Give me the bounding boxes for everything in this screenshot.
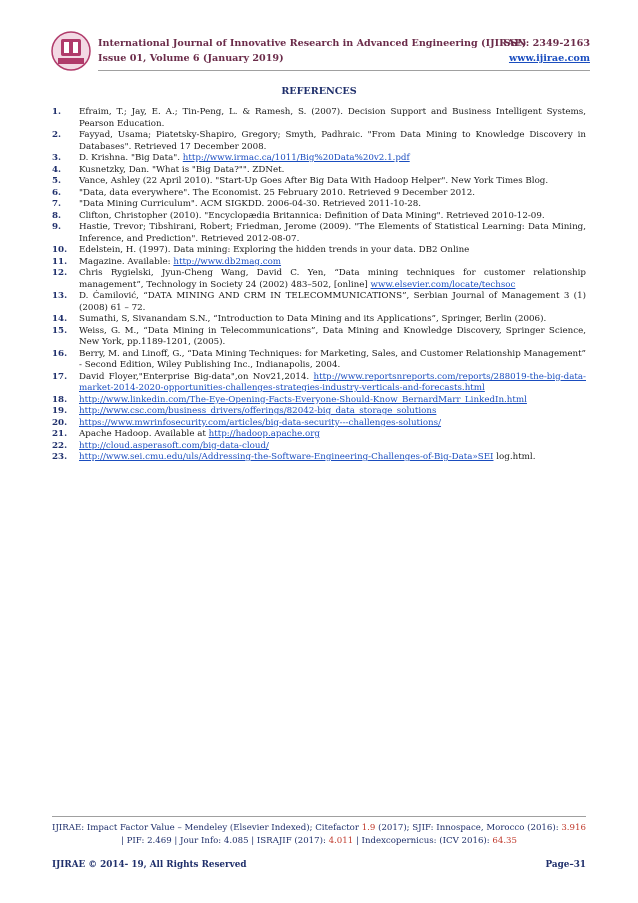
reference-citation: Berry, M. and Linoff, G., “Data Mining Techniques: for Marketing, Sales, and Customer Relationship Management” - Second Edition, Wiley Publishing Inc., Indianapolis, 2004. xyxy=(79,348,586,370)
reference-text xyxy=(79,441,586,453)
reference-link[interactable]: http://hadoop.apache.org xyxy=(208,429,320,439)
reference-text xyxy=(79,153,586,165)
journal-website-link[interactable]: www.ijirae.com xyxy=(508,53,590,64)
reference-citation: Kusnetzky, Dan. "What is "Big Data?"". ZDNet. xyxy=(79,164,285,175)
reference-text xyxy=(79,429,586,441)
index-value: 3.916 xyxy=(561,823,586,833)
reference-citation: "Data Mining Curriculum". ACM SIGKDD. 2006-04-30. Retrieved 2011-10-28. xyxy=(79,199,422,209)
reference-number: 3. xyxy=(52,153,62,163)
reference-citation: Apache Hadoop. Available at xyxy=(79,429,209,439)
reference-item xyxy=(52,268,586,291)
reference-item xyxy=(52,211,586,223)
reference-text xyxy=(79,326,586,349)
reference-item xyxy=(52,441,586,453)
reference-text xyxy=(79,188,586,200)
reference-text xyxy=(79,452,586,464)
reference-link[interactable]: http://www.csc.com/business_drivers/offerings/82042-big_data_storage_solutions xyxy=(79,406,437,416)
reference-number: 14. xyxy=(52,314,68,324)
reference-number: 18. xyxy=(52,394,68,405)
reference-text xyxy=(79,291,586,314)
reference-item xyxy=(52,395,586,407)
reference-link[interactable]: http://www.db2mag.com xyxy=(173,256,282,267)
reference-text xyxy=(79,222,586,245)
reference-citation: D. Krishna. "Big Data". xyxy=(79,153,183,163)
reference-number: 22. xyxy=(52,440,68,451)
reference-number: 19. xyxy=(52,406,68,416)
reference-citation: log.html. xyxy=(493,452,536,462)
reference-item xyxy=(52,107,586,130)
reference-number: 7. xyxy=(52,199,62,209)
index-value: 1.9 xyxy=(361,823,376,833)
reference-number: 8. xyxy=(52,210,62,221)
reference-number: 13. xyxy=(52,291,68,301)
reference-link[interactable]: www.elsevier.com/locate/techsoc xyxy=(370,279,516,290)
reference-number: 12. xyxy=(52,268,68,278)
reference-link[interactable]: http://www.sei.cmu.edu/uls/Addressing-the-Software-Engineering-Challenges-of-Big-Data»SEI xyxy=(79,452,494,462)
reference-citation: Efraim, T.; Jay, E. A.; Tin-Peng, L. & Ramesh, S. (2007). Decision Support and Business Intelligent Systems, Pearson Education. xyxy=(79,107,586,129)
reference-number: 1. xyxy=(52,107,62,117)
reference-text xyxy=(79,165,586,177)
reference-number: 2. xyxy=(52,130,62,140)
journal-issn: ISSN: 2349-2163 xyxy=(499,38,590,49)
reference-item xyxy=(52,245,586,257)
reference-text xyxy=(79,268,586,291)
reference-item xyxy=(52,372,586,395)
reference-item xyxy=(52,326,586,349)
reference-citation: "Data, data everywhere". The Economist. 25 February 2010. Retrieved 9 December 2012. xyxy=(79,187,475,198)
reference-citation: Weiss, G. M., “Data Mining in Telecommunications”, Data Mining and Knowledge Discovery, Springer Science, New York, pp.1189-1201, (2005). xyxy=(79,325,586,347)
reference-item xyxy=(52,429,586,441)
reference-number: 20. xyxy=(52,417,68,428)
reference-text xyxy=(79,395,586,407)
reference-number: 21. xyxy=(52,429,68,439)
reference-item xyxy=(52,291,586,314)
index-label: | Indexcopernicus: (ICV 2016): xyxy=(353,835,493,846)
reference-text xyxy=(79,211,586,223)
footer-divider xyxy=(52,816,586,817)
reference-item xyxy=(52,165,586,177)
reference-number: 17. xyxy=(52,371,68,382)
reference-text xyxy=(79,372,586,395)
reference-text xyxy=(79,107,586,130)
reference-text xyxy=(79,199,586,211)
reference-text xyxy=(79,176,586,188)
reference-citation: D. Ćamilović, “DATA MINING AND CRM IN TELECOMMUNICATIONS”, Serbian Journal of Management 3 (1) (2008) 61 – 72. xyxy=(79,291,586,313)
copyright-text: IJIRAE © 2014- 19, All Rights Reserved xyxy=(52,860,247,870)
reference-number: 23. xyxy=(52,452,68,462)
reference-number: 9. xyxy=(52,222,62,232)
reference-number: 11. xyxy=(52,256,68,267)
reference-number: 6. xyxy=(52,187,62,198)
reference-item xyxy=(52,349,586,372)
journal-issue: Issue 01, Volume 6 (January 2019) xyxy=(98,53,284,64)
reference-number: 10. xyxy=(52,245,68,255)
reference-text xyxy=(79,245,586,257)
reference-text xyxy=(79,257,586,269)
reference-item xyxy=(52,130,586,153)
reference-list xyxy=(52,107,586,464)
index-value: 4.011 xyxy=(328,835,354,846)
header-divider xyxy=(98,70,590,71)
reference-text xyxy=(79,418,586,430)
reference-number: 15. xyxy=(52,325,68,336)
reference-citation: Sumathi, S, Sivanandam S.N., “Introduction to Data Mining and its Applications”, Springer, Berlin (2006). xyxy=(79,314,547,324)
reference-citation: David Floyer,"Enterprise Big-data",on Nov21,2014. xyxy=(79,371,314,382)
reference-number: 16. xyxy=(52,348,68,359)
reference-item xyxy=(52,176,586,188)
reference-item xyxy=(52,314,586,326)
reference-link[interactable]: http://www.irmac.ca/1011/Big%20Data%20v2.1.pdf xyxy=(182,153,410,163)
reference-link[interactable]: https://www.mwrinfosecurity.com/articles/big-data-security---challenges-solutions/ xyxy=(79,417,442,428)
index-label: (2017); SJIF: Innospace, Morocco (2016): xyxy=(375,823,562,833)
index-label: IJIRAE: Impact Factor Value – Mendeley (Elsevier Indexed); Citefactor xyxy=(52,823,362,833)
reference-number: 5. xyxy=(52,176,62,186)
reference-item xyxy=(52,418,586,430)
reference-citation: Edelstein, H. (1997). Data mining: Exploring the hidden trends in your data. DB2 Online xyxy=(79,245,470,255)
references-heading: REFERENCES xyxy=(281,86,357,97)
reference-link[interactable]: http://www.linkedin.com/The-Eye-Opening-Facts-Everyone-Should-Know_BernardMarr_LinkedIn.html xyxy=(79,394,527,405)
reference-text xyxy=(79,314,586,326)
reference-item xyxy=(52,406,586,418)
index-value: 64.35 xyxy=(492,835,517,846)
reference-citation: Clifton, Christopher (2010). "Encyclopædia Britannica: Definition of Data Mining". Retrieved 2010-12-09. xyxy=(79,210,545,221)
journal-header xyxy=(50,30,590,78)
reference-text xyxy=(79,349,586,372)
reference-citation: Vance, Ashley (22 April 2010). "Start-Up Goes After Big Data With Hadoop Helper". New York Times Blog. xyxy=(79,176,549,186)
reference-item xyxy=(52,452,586,464)
reference-item xyxy=(52,188,586,200)
reference-citation: Chris Rygielski, Jyun-Cheng Wang, David C. Yen, “Data mining techniques for customer relationship management”, Technology in Society 24 (2002) 483–502, [online] xyxy=(79,268,586,290)
page-number: Page–31 xyxy=(545,860,586,870)
reference-item xyxy=(52,199,586,211)
reference-text xyxy=(79,130,586,153)
journal-logo-icon xyxy=(50,30,92,72)
footer-indexing-info xyxy=(52,822,586,847)
reference-citation: Fayyad, Usama; Piatetsky-Shapiro, Gregory; Smyth, Padhraic. "From Data Mining to Knowledge Discovery in Databases". Retrieved 17 December 2008. xyxy=(79,130,586,152)
reference-citation: Magazine. Available: xyxy=(79,256,174,267)
reference-item xyxy=(52,153,586,165)
reference-item xyxy=(52,222,586,245)
reference-link[interactable]: http://cloud.asperasoft.com/big-data-cloud/ xyxy=(79,440,269,451)
reference-number: 4. xyxy=(52,164,62,175)
journal-name: International Journal of Innovative Research in Advanced Engineering (IJIRAE) xyxy=(98,38,527,49)
reference-link[interactable]: http://www.reportsnreports.com/reports/288019-the-big-data-market-2014-2020-opportunities-challenges-strategies-industry-verticals-and-forecasts.html xyxy=(79,371,586,393)
reference-item xyxy=(52,257,586,269)
reference-citation: Hastie, Trevor; Tibshirani, Robert; Friedman, Jerome (2009). "The Elements of Statistical Learning: Data Mining, Inference, and Prediction". Retrieved 2012-08-07. xyxy=(79,222,586,244)
reference-text xyxy=(79,406,586,418)
index-label: | PIF: 2.469 | Jour Info: 4.085 | ISRAJIF (2017): xyxy=(120,835,329,846)
